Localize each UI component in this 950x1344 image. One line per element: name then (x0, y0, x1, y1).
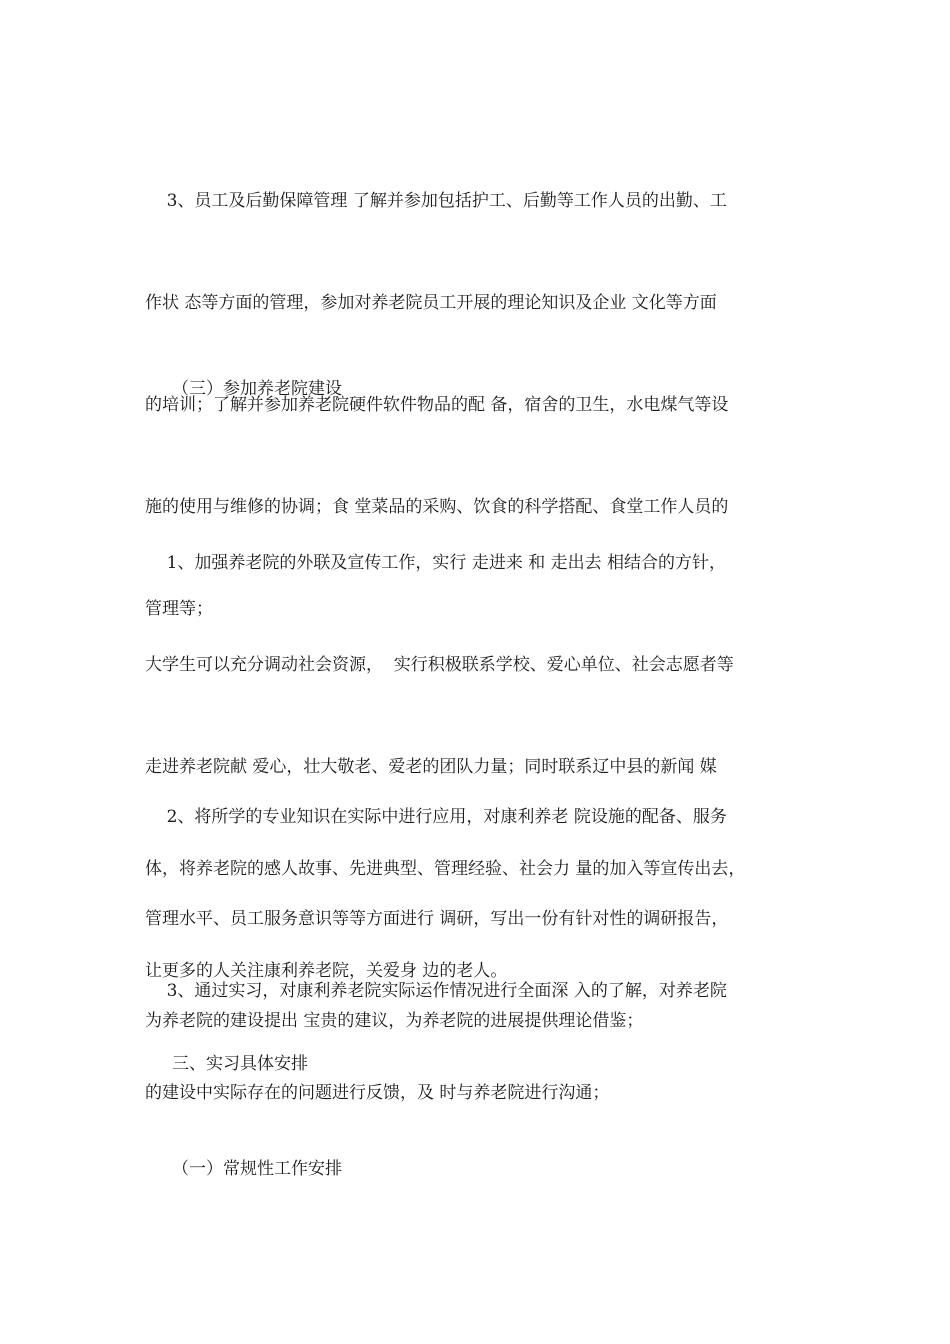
text-line: 作状 态等方面的管理，参加对养老院员工开展的理论知识及企业 文化等方面 (145, 293, 717, 313)
text-line: 的培训；了解并参加养老院硬件软件物品的配 备，宿舍的卫生，水电煤气等设 (145, 395, 729, 415)
text-line: 为养老院的建设提出 宝贵的建议，为养老院的进展提供理论借鉴； (145, 1011, 644, 1031)
section-heading: （一）常规性工作安排 (172, 1159, 342, 1179)
text-line: 2、将所学的专业知识在实际中进行应用，对康利养老 院设施的配备、服务 (145, 807, 727, 827)
text-line: 体，将养老院的感人故事、先进典型、管理经验、社会力 量的加入等宣传出去， (145, 859, 746, 879)
section-heading: 三、实习具体安排 (172, 1054, 308, 1074)
text-line: 走进养老院献 爱心，壮大敬老、爱老的团队力量；同时联系辽中县的新闻 媒 (145, 757, 717, 777)
text-line: 3、员工及后勤保障管理 了解并参加包括护工、后勤等工作人员的出勤、工 (145, 191, 727, 211)
text-line: 1、加强养老院的外联及宣传工作，实行 走进来 和 走出去 相结合的方针， (145, 553, 727, 573)
section-heading: （三）参加养老院建设 (172, 379, 342, 399)
text-line: 施的使用与维修的协调；食 堂菜品的采购、饮食的科学搭配、食堂工作人员的 (145, 497, 729, 517)
text-line: 3、通过实习，对康利养老院实际运作情况进行全面深 入的了解，对养老院 (145, 981, 727, 1001)
text-line: 大学生可以充分调动社会资源， 实行积极联系学校、爱心单位、社会志愿者等 (145, 655, 734, 675)
text-line: 的建设中实际存在的问题进行反馈，及 时与养老院进行沟通； (145, 1083, 610, 1103)
text-line: 管理水平、员工服务意识等等方面进行 调研，写出一份有针对性的调研报告， (145, 909, 729, 929)
paragraph-feedback (145, 906, 815, 1178)
text-line: 管理等； (145, 599, 213, 619)
text-line: 让更多的人关注康利养老院，关爱身 边的老人。 (145, 961, 508, 981)
